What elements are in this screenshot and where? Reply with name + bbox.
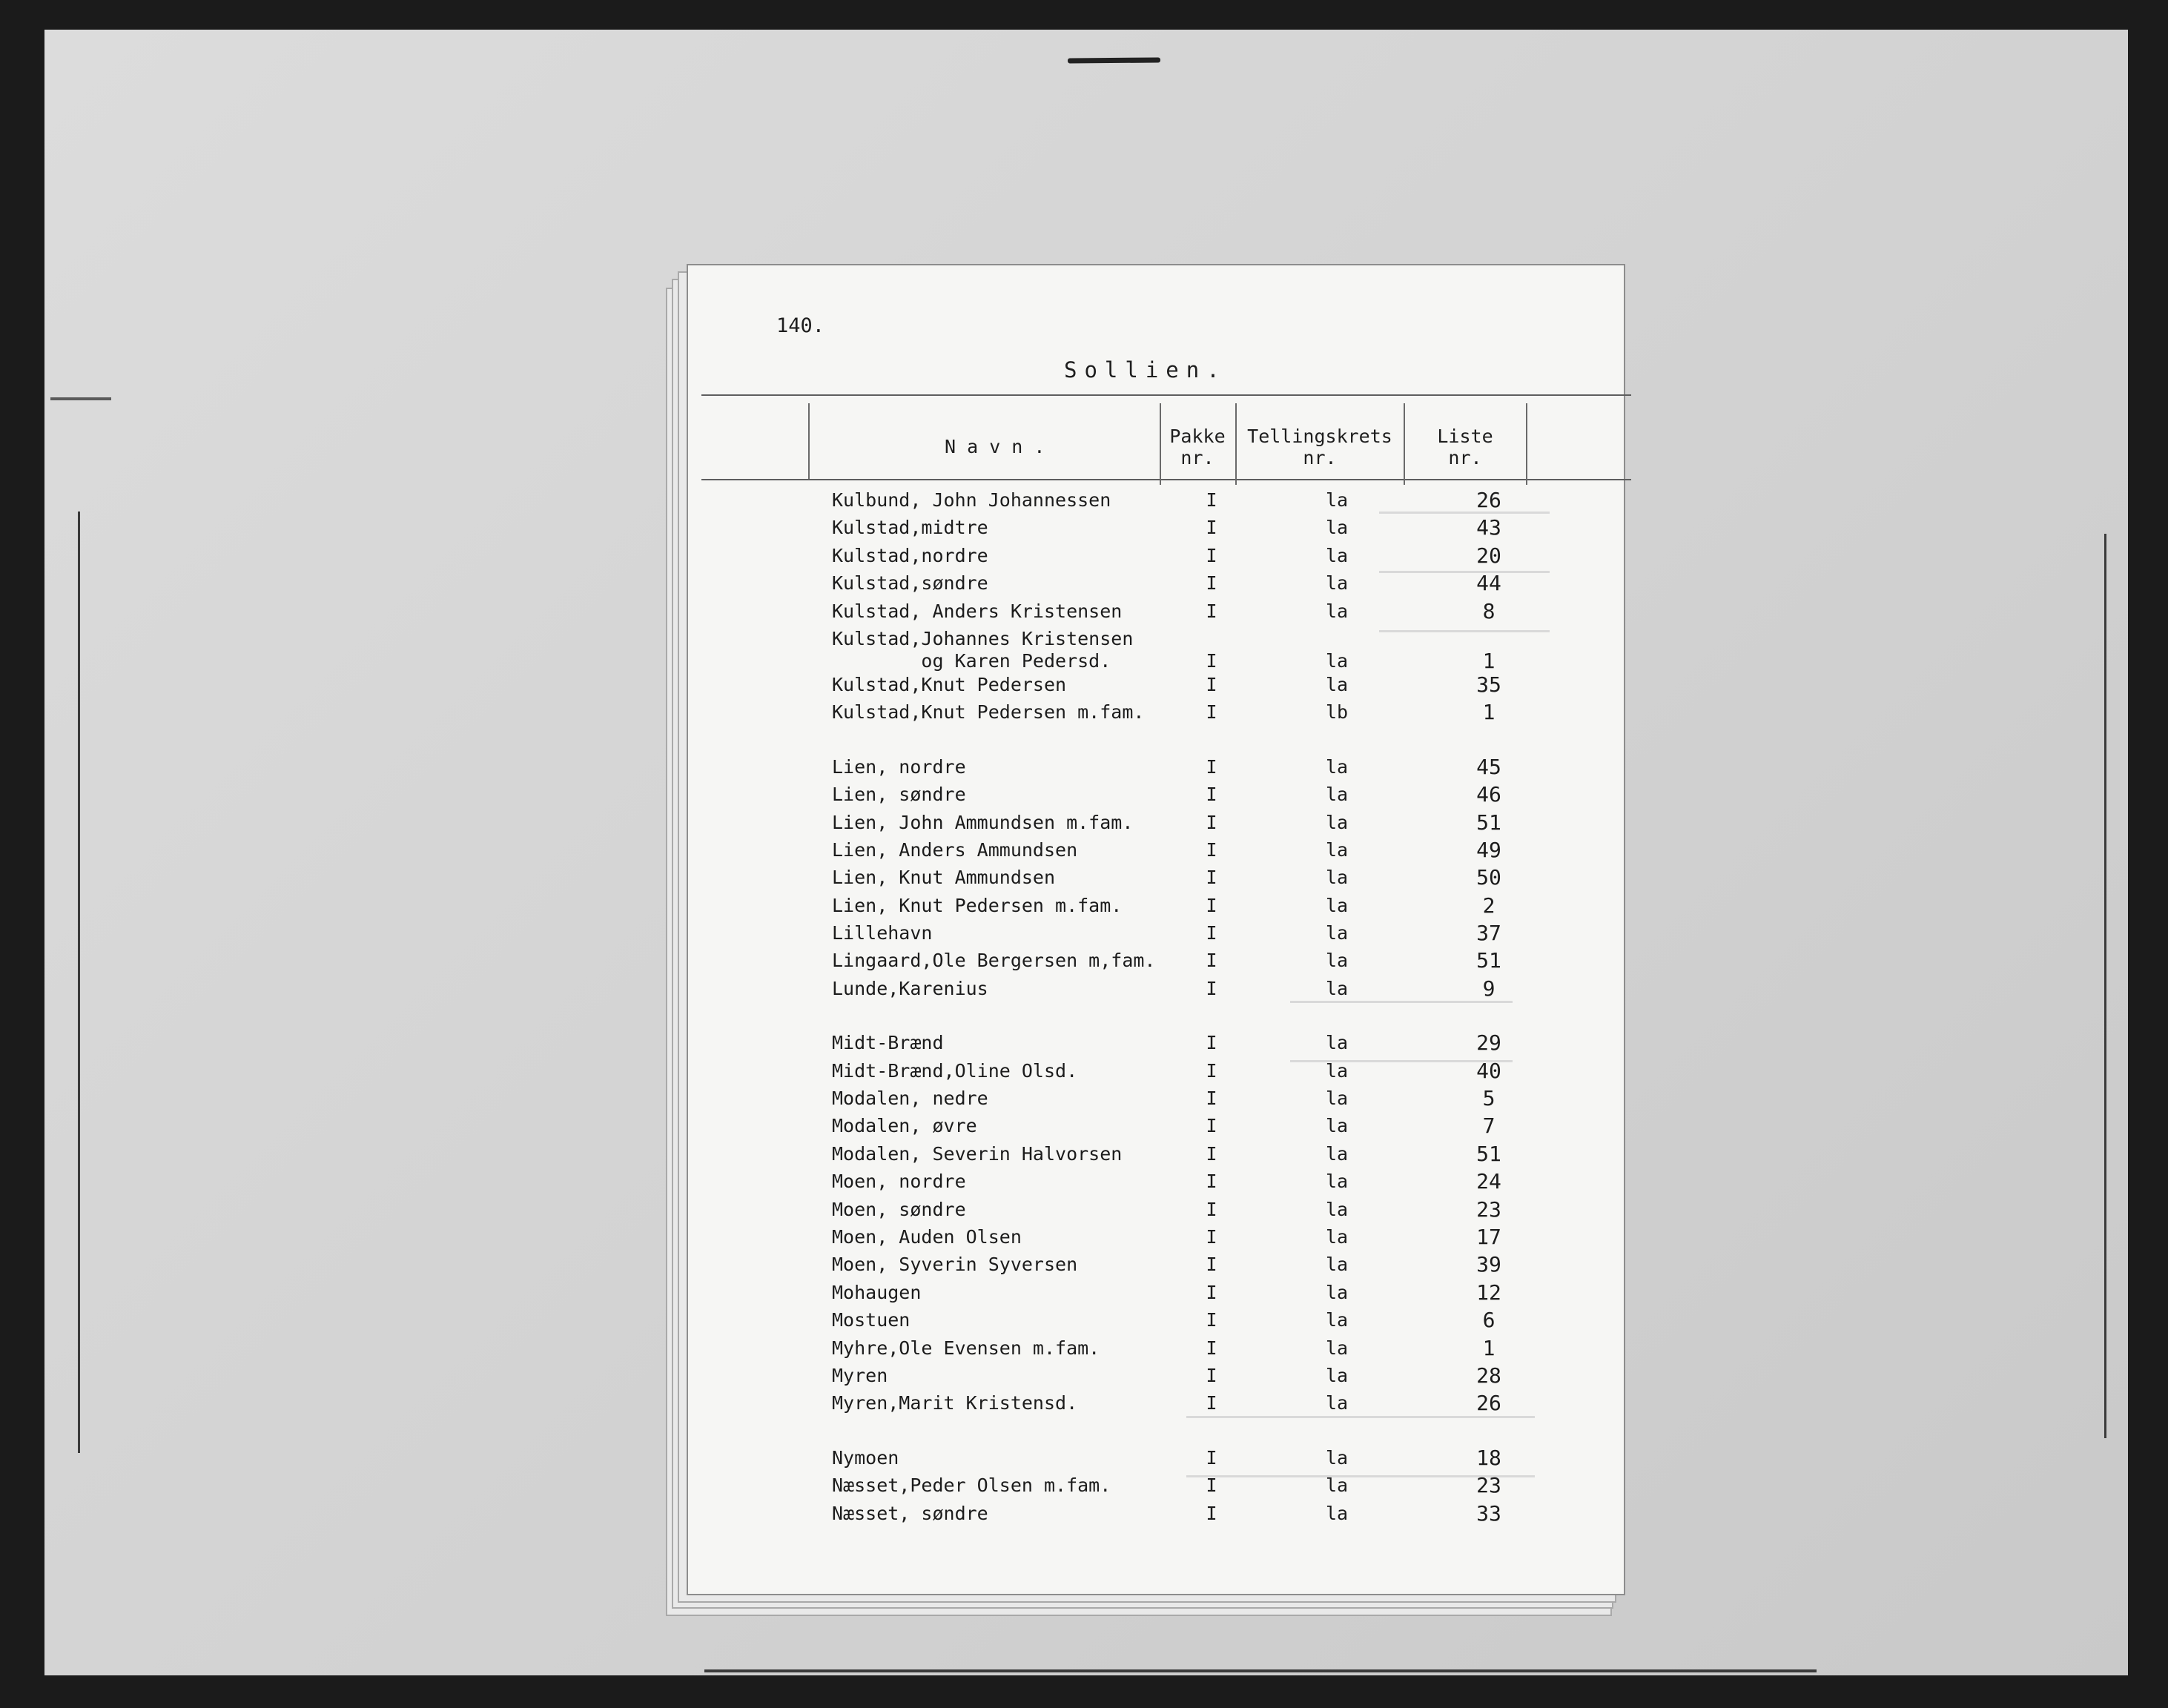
tellingskrets-cell: la <box>1325 517 1349 539</box>
liste-cell: 1 <box>1482 648 1496 673</box>
name-cell: Moen, Auden Olsen <box>832 1225 1022 1248</box>
tellingskrets-cell: la <box>1325 1088 1349 1110</box>
name-cell: Næsset,Peder Olsen m.fam. <box>832 1474 1111 1497</box>
liste-cell: 2 <box>1482 893 1496 918</box>
liste-cell: 37 <box>1476 921 1501 946</box>
table-row <box>832 1032 1573 1059</box>
pakke-cell: I <box>1206 1225 1217 1248</box>
tellingskrets-cell: la <box>1325 600 1349 622</box>
table-column-rule <box>1526 403 1527 485</box>
tellingskrets-cell: la <box>1325 1446 1349 1469</box>
name-cell: Lien, nordre <box>832 755 966 778</box>
scan-mark-bottom <box>704 1669 1817 1672</box>
header-liste: Liste nr. <box>1437 426 1493 469</box>
pakke-cell: I <box>1206 811 1217 833</box>
liste-cell: 24 <box>1476 1169 1501 1194</box>
name-cell: Lunde,Karenius <box>832 977 988 999</box>
name-cell: Myren,Marit Kristensd. <box>832 1392 1078 1414</box>
name-cell: Næsset, søndre <box>832 1502 988 1524</box>
table-row <box>832 812 1573 839</box>
name-cell: Lingaard,Ole Bergersen m,fam. <box>832 950 1156 972</box>
pakke-cell: I <box>1206 867 1217 889</box>
name-cell: Lien, Knut Pedersen m.fam. <box>832 894 1123 916</box>
pakke-cell: I <box>1206 1088 1217 1110</box>
liste-cell: 23 <box>1476 1196 1501 1222</box>
pakke-cell: I <box>1206 1337 1217 1359</box>
tellingskrets-cell: la <box>1325 1281 1349 1303</box>
tellingskrets-cell: la <box>1325 950 1349 972</box>
liste-cell: 50 <box>1476 865 1501 890</box>
scan-edge-line-left <box>78 512 80 1453</box>
header-pakke: Pakke nr. <box>1169 426 1226 469</box>
name-cell: Myren <box>832 1364 888 1386</box>
tellingskrets-cell: la <box>1325 544 1349 566</box>
table-top-rule <box>701 394 1631 396</box>
table-row <box>832 517 1573 544</box>
table-row <box>832 1143 1573 1171</box>
liste-cell: 45 <box>1476 754 1501 779</box>
pakke-cell: I <box>1206 649 1217 672</box>
liste-cell: 33 <box>1476 1500 1501 1526</box>
pakke-cell: I <box>1206 673 1217 695</box>
liste-cell: 49 <box>1476 837 1501 862</box>
table-row <box>832 600 1573 628</box>
liste-cell: 5 <box>1482 1086 1496 1111</box>
liste-cell: 44 <box>1476 571 1501 596</box>
table-row <box>832 1337 1573 1365</box>
liste-cell: 51 <box>1476 810 1501 835</box>
liste-cell: 51 <box>1476 948 1501 973</box>
header-name: N a v n . <box>945 436 1045 457</box>
table-row <box>832 628 1573 674</box>
liste-cell: 8 <box>1482 598 1496 623</box>
pakke-cell: I <box>1206 600 1217 622</box>
tellingskrets-cell: la <box>1325 1142 1349 1165</box>
liste-cell: 29 <box>1476 1030 1501 1056</box>
name-cell: Kulstad,søndre <box>832 572 988 595</box>
page-title: Sollien. <box>1064 357 1227 383</box>
liste-cell: 20 <box>1476 543 1501 568</box>
tellingskrets-cell: la <box>1325 1364 1349 1386</box>
pakke-cell: I <box>1206 1171 1217 1193</box>
name-cell: Midt-Brænd,Oline Olsd. <box>832 1059 1078 1082</box>
table-header-rule <box>701 479 1631 480</box>
pakke-cell: I <box>1206 1032 1217 1054</box>
table-row <box>832 922 1573 950</box>
table-row <box>832 1115 1573 1142</box>
table-row <box>832 1282 1573 1309</box>
pakke-cell: I <box>1206 1254 1217 1276</box>
table-column-rule <box>1160 403 1161 485</box>
pakke-cell: I <box>1206 1115 1217 1137</box>
liste-cell: 51 <box>1476 1141 1501 1166</box>
pakke-cell: I <box>1206 1059 1217 1082</box>
pakke-cell: I <box>1206 572 1217 595</box>
liste-cell: 26 <box>1476 488 1501 512</box>
liste-cell: 17 <box>1476 1224 1501 1249</box>
name-cell: Moen, søndre <box>832 1198 966 1220</box>
table-row <box>832 1088 1573 1115</box>
table-row <box>832 572 1573 600</box>
name-cell: Nymoen <box>832 1446 899 1469</box>
tellingskrets-cell: la <box>1325 1502 1349 1524</box>
liste-cell: 26 <box>1476 1391 1501 1416</box>
table-row <box>832 545 1573 572</box>
name-cell: Midt-Brænd <box>832 1032 944 1054</box>
pakke-cell: I <box>1206 1142 1217 1165</box>
table-row <box>832 950 1573 977</box>
name-cell: Lien, søndre <box>832 784 966 806</box>
name-cell: Modalen, nedre <box>832 1088 988 1110</box>
liste-cell: 6 <box>1482 1308 1496 1333</box>
tellingskrets-cell: la <box>1325 572 1349 595</box>
table-row <box>832 1392 1573 1420</box>
name-cell: Kulstad,Johannes Kristensen og Karen Pedersd. <box>832 627 1134 672</box>
name-cell: Moen, Syverin Syversen <box>832 1254 1078 1276</box>
table-column-rule <box>1235 403 1237 485</box>
table-row <box>832 1365 1573 1392</box>
pakke-cell: I <box>1206 1364 1217 1386</box>
liste-cell: 23 <box>1476 1473 1501 1498</box>
tellingskrets-cell: la <box>1325 811 1349 833</box>
tellingskrets-cell: la <box>1325 922 1349 944</box>
pakke-cell: I <box>1206 544 1217 566</box>
pakke-cell: I <box>1206 977 1217 999</box>
scan-mark-top <box>1068 57 1160 63</box>
pakke-cell: I <box>1206 489 1217 511</box>
table-row <box>832 1060 1573 1088</box>
pakke-cell: I <box>1206 701 1217 724</box>
pakke-cell: I <box>1206 1446 1217 1469</box>
table-row <box>832 1474 1573 1502</box>
name-cell: Lien, John Ammundsen m.fam. <box>832 811 1134 833</box>
tellingskrets-cell: la <box>1325 1337 1349 1359</box>
tellingskrets-cell: lb <box>1325 701 1349 724</box>
pakke-cell: I <box>1206 838 1217 861</box>
tellingskrets-cell: la <box>1325 755 1349 778</box>
liste-cell: 18 <box>1476 1445 1501 1470</box>
liste-cell: 1 <box>1482 700 1496 725</box>
tellingskrets-cell: la <box>1325 673 1349 695</box>
tellingskrets-cell: la <box>1325 784 1349 806</box>
liste-cell: 40 <box>1476 1058 1501 1083</box>
table-row <box>832 978 1573 1005</box>
name-cell: Moen, nordre <box>832 1171 966 1193</box>
pakke-cell: I <box>1206 784 1217 806</box>
table-row <box>832 1254 1573 1281</box>
name-cell: Kulbund, John Johannessen <box>832 489 1111 511</box>
liste-cell: 7 <box>1482 1113 1496 1139</box>
pakke-cell: I <box>1206 1198 1217 1220</box>
table-row <box>832 1196 1573 1226</box>
pakke-cell: I <box>1206 1502 1217 1524</box>
liste-cell: 9 <box>1482 976 1496 1001</box>
table-column-rule <box>1404 403 1405 485</box>
table-row <box>832 756 1573 784</box>
table-column-rule <box>808 403 810 479</box>
pakke-cell: I <box>1206 1309 1217 1331</box>
table-row <box>832 1309 1573 1337</box>
pakke-cell: I <box>1206 1474 1217 1497</box>
name-cell: Lien, Anders Ammundsen <box>832 838 1078 861</box>
name-cell: Kulstad,Knut Pedersen m.fam. <box>832 701 1145 724</box>
table-row <box>832 1500 1573 1530</box>
page-number: 140. <box>776 314 825 337</box>
name-cell: Myhre,Ole Evensen m.fam. <box>832 1337 1100 1359</box>
table-row <box>832 839 1573 867</box>
liste-cell: 28 <box>1476 1363 1501 1388</box>
name-cell: Mostuen <box>832 1309 911 1331</box>
table-row <box>832 867 1573 894</box>
name-cell: Kulstad,nordre <box>832 544 988 566</box>
tellingskrets-cell: la <box>1325 977 1349 999</box>
pakke-cell: I <box>1206 1392 1217 1414</box>
tellingskrets-cell: la <box>1325 1474 1349 1497</box>
liste-cell: 12 <box>1476 1280 1501 1305</box>
tellingskrets-cell: la <box>1325 838 1349 861</box>
pakke-cell: I <box>1206 517 1217 539</box>
tellingskrets-cell: la <box>1325 649 1349 672</box>
tellingskrets-cell: la <box>1325 489 1349 511</box>
table-row <box>832 1226 1573 1254</box>
table-row <box>832 1171 1573 1198</box>
liste-cell: 39 <box>1476 1252 1501 1277</box>
tellingskrets-cell: la <box>1325 1171 1349 1193</box>
name-cell: Mohaugen <box>832 1281 922 1303</box>
tellingskrets-cell: la <box>1325 894 1349 916</box>
table-row <box>832 895 1573 922</box>
table-row <box>832 674 1573 701</box>
liste-cell: 1 <box>1482 1335 1496 1360</box>
name-cell: Modalen, øvre <box>832 1115 977 1137</box>
name-cell: Kulstad,Knut Pedersen <box>832 673 1067 695</box>
name-cell: Modalen, Severin Halvorsen <box>832 1142 1123 1165</box>
liste-cell: 43 <box>1476 515 1501 540</box>
table-row <box>832 701 1573 729</box>
scan-mark-left <box>50 397 111 400</box>
liste-cell: 46 <box>1476 782 1501 807</box>
table-body <box>832 489 1573 1530</box>
liste-cell: 35 <box>1476 672 1501 697</box>
tellingskrets-cell: la <box>1325 1309 1349 1331</box>
pakke-cell: I <box>1206 922 1217 944</box>
table-row <box>832 1447 1573 1474</box>
table-row <box>832 784 1573 811</box>
header-tellingskrets: Tellingskrets nr. <box>1247 426 1392 469</box>
tellingskrets-cell: la <box>1325 1115 1349 1137</box>
tellingskrets-cell: la <box>1325 867 1349 889</box>
pakke-cell: I <box>1206 950 1217 972</box>
tellingskrets-cell: la <box>1325 1254 1349 1276</box>
name-cell: Lillehavn <box>832 922 933 944</box>
pakke-cell: I <box>1206 894 1217 916</box>
tellingskrets-cell: la <box>1325 1059 1349 1082</box>
scan-edge-line-right <box>2104 534 2106 1438</box>
pakke-cell: I <box>1206 1281 1217 1303</box>
tellingskrets-cell: la <box>1325 1392 1349 1414</box>
name-cell: Kulstad,midtre <box>832 517 988 539</box>
name-cell: Lien, Knut Ammundsen <box>832 867 1056 889</box>
tellingskrets-cell: la <box>1325 1225 1349 1248</box>
table-row <box>832 489 1573 517</box>
name-cell: Kulstad, Anders Kristensen <box>832 600 1123 622</box>
pakke-cell: I <box>1206 755 1217 778</box>
tellingskrets-cell: la <box>1325 1032 1349 1054</box>
tellingskrets-cell: la <box>1325 1198 1349 1220</box>
